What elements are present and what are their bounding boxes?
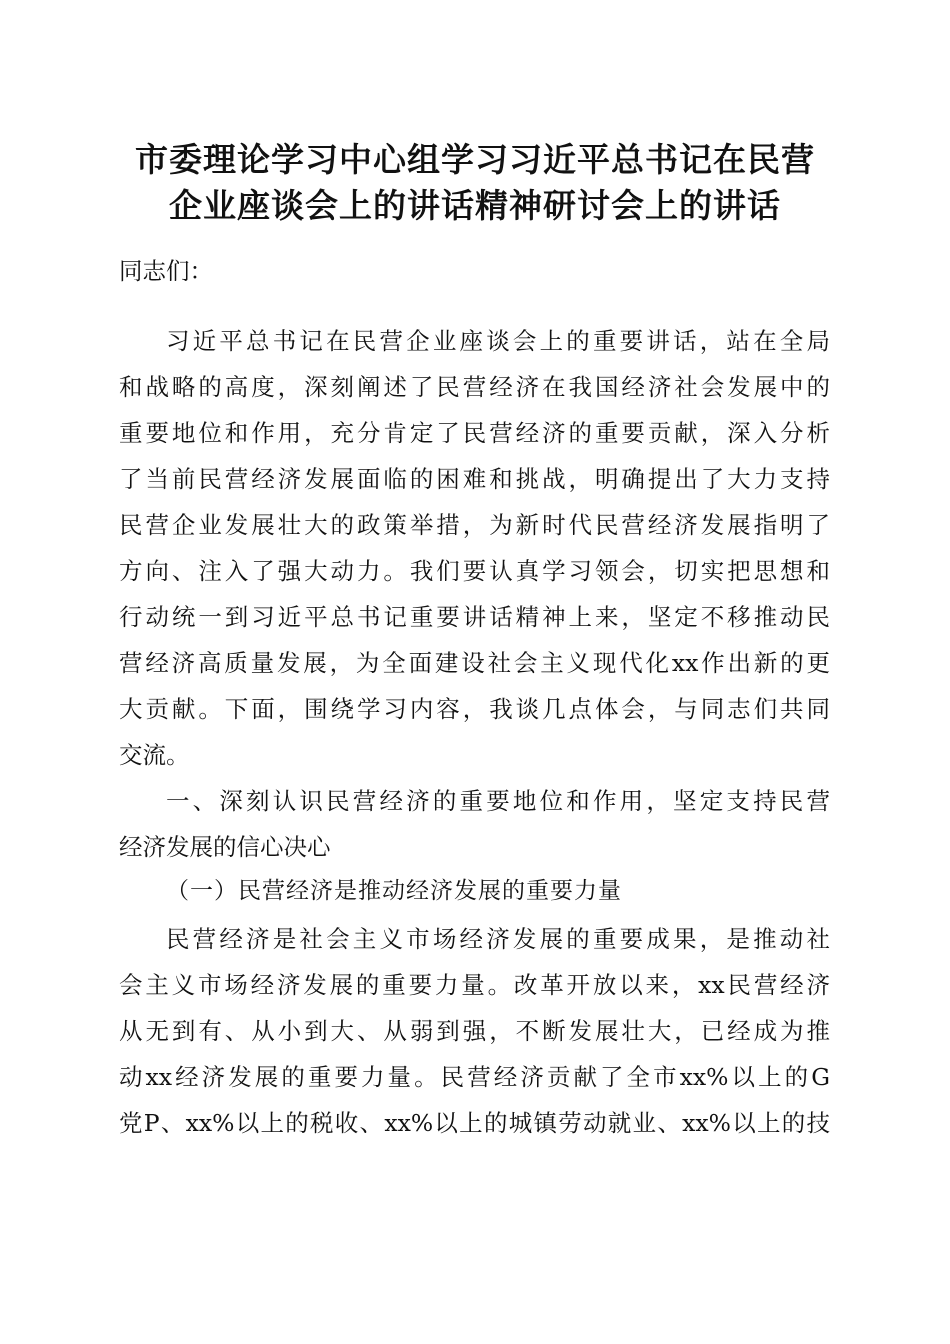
- section-heading-line-1: 一、深刻认识民营经济的重要地位和作用，坚定支持民营: [166, 787, 830, 815]
- intro-line: 营经济高质量发展，为全面建设社会主义现代化xx作出新的更: [119, 649, 830, 677]
- intro-line: 了当前民营经济发展面临的困难和挑战，明确提出了大力支持: [119, 465, 830, 493]
- body-line: 动xx经济发展的重要力量。民营经济贡献了全市xx%以上的G: [119, 1063, 830, 1091]
- body-line: 会主义市场经济发展的重要力量。改革开放以来，xx民营经济: [119, 971, 830, 999]
- intro-line: 大贡献。下面，围绕学习内容，我谈几点体会，与同志们共同: [119, 695, 830, 723]
- intro-line: 行动统一到习近平总书记重要讲话精神上来，坚定不移推动民: [119, 603, 830, 631]
- intro-line: 重要地位和作用，充分肯定了民营经济的重要贡献，深入分析: [119, 419, 830, 447]
- section-heading-line-2: 经济发展的信心决心: [119, 833, 331, 861]
- intro-line: 方向、注入了强大动力。我们要认真学习领会，切实把思想和: [119, 557, 830, 585]
- intro-line: 和战略的高度，深刻阐述了民营经济在我国经济社会发展中的: [119, 373, 830, 401]
- intro-line: 习近平总书记在民营企业座谈会上的重要讲话，站在全局: [166, 327, 830, 355]
- body-line: 民营经济是社会主义市场经济发展的重要成果，是推动社: [166, 925, 830, 953]
- intro-line: 交流。: [119, 741, 190, 769]
- document-title-line-1: 市委理论学习中心组学习习近平总书记在民营: [135, 140, 815, 179]
- intro-line: 民营企业发展壮大的政策举措，为新时代民营经济发展指明了: [119, 511, 830, 539]
- salutation: 同志们：: [119, 257, 213, 285]
- body-line: 从无到有、从小到大、从弱到强，不断发展壮大，已经成为推: [119, 1017, 830, 1045]
- subsection-heading: （一）民营经济是推动经济发展的重要力量: [166, 878, 622, 904]
- document-title-line-2: 企业座谈会上的讲话精神研讨会上的讲话: [169, 186, 781, 225]
- body-line: 党P、xx%以上的税收、xx%以上的城镇劳动就业、xx%以上的技: [119, 1109, 830, 1137]
